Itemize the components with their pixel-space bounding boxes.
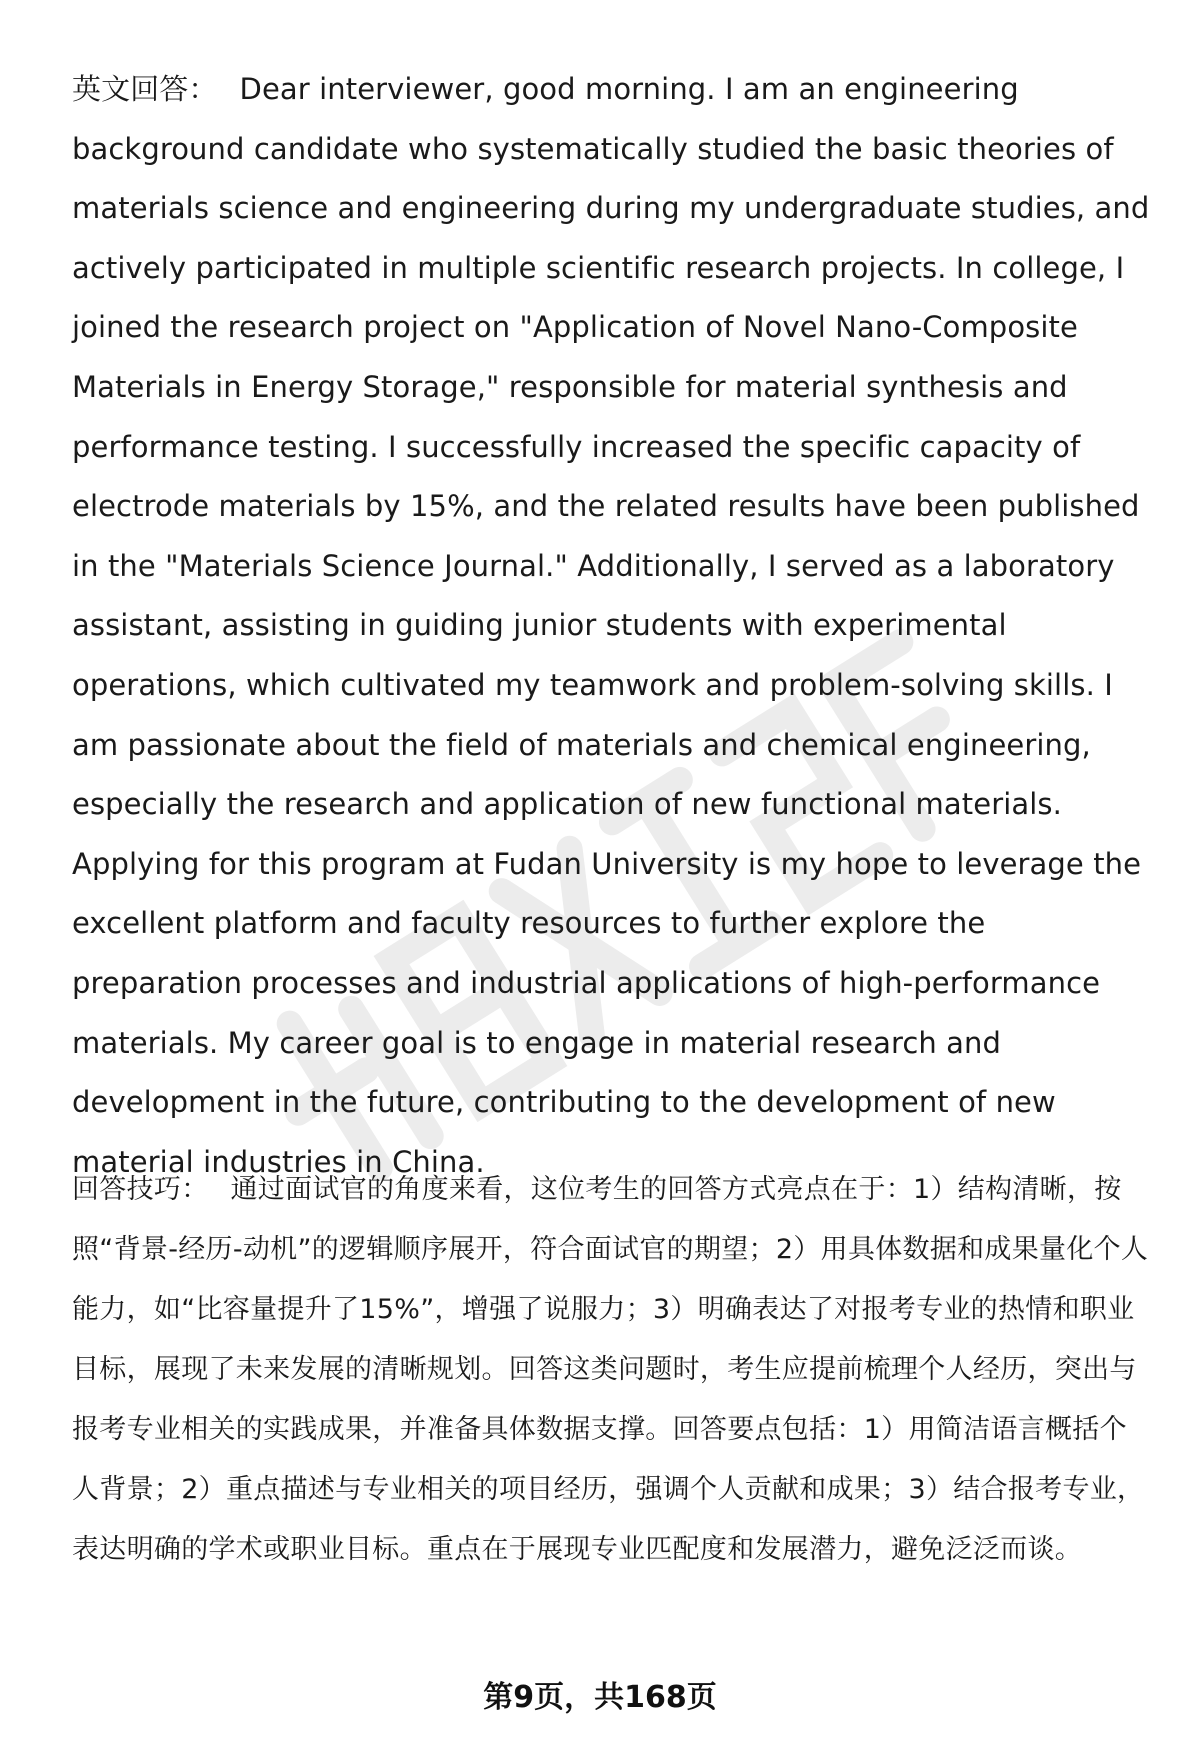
english-answer-label: 英文回答： (72, 72, 218, 106)
english-answer-paragraph (72, 60, 1152, 1192)
answer-tips-label: 回答技巧： (72, 1174, 209, 1205)
answer-tips-text: 通过面试官的角度来看，这位考生的回答方式亮点在于：1）结构清晰，按照“背景-经历-动机”的逻辑顺序展开，符合面试官的期望；2）用具体数据和成果量化个人能力，如“比容量提升了15%”，增强了说服力；3）明确表达了对报考专业的热情和职业目标，展现了未来发展的清晰规划。回答这类问题时，考生应提前梳理个人经历，突出与报考专业相关的实践成果，并准备具体数据支撑。回答要点包括：1）用简洁语言概括个人背景；2）重点描述与专业相关的项目经历，强调个人贡献和成果；3）结合报考专业，表达明确的学术或职业目标。重点在于展现专业匹配度和发展潜力，避免泛泛而谈。 (72, 1174, 1149, 1565)
english-answer-text: Dear interviewer, good morning. I am an engineering background candidate who systematically studied the basic theories of materials science and engineering during my undergraduate studies, and actively participated in multiple scientific research projects. In college, I joined the research project on "Application of Novel Nano-Composite Materials in Energy Storage," responsible for material synthesis and performance testing. I successfully increased the specific capacity of electrode materials by 15%, and the related results have been published in the "Materials Science Journal." Additionally, I served as a laboratory assistant, assisting in guiding junior students with experimental operations, which cultivated my teamwork and problem-solving skills. I am passionate about the field of materials and chemical engineering, especially the research and application of new functional materials. Applying for this program at Fudan University is my hope to leverage the excellent platform and faculty resources to further explore the preparation processes and industrial applications of high-performance materials. My career goal is to engage in material research and development in the future, contributing to the development of new material industries in China. (72, 72, 1150, 1179)
page-number-footer: 第9页，共168页 (483, 1680, 717, 1715)
answer-tips-paragraph (72, 1160, 1152, 1580)
